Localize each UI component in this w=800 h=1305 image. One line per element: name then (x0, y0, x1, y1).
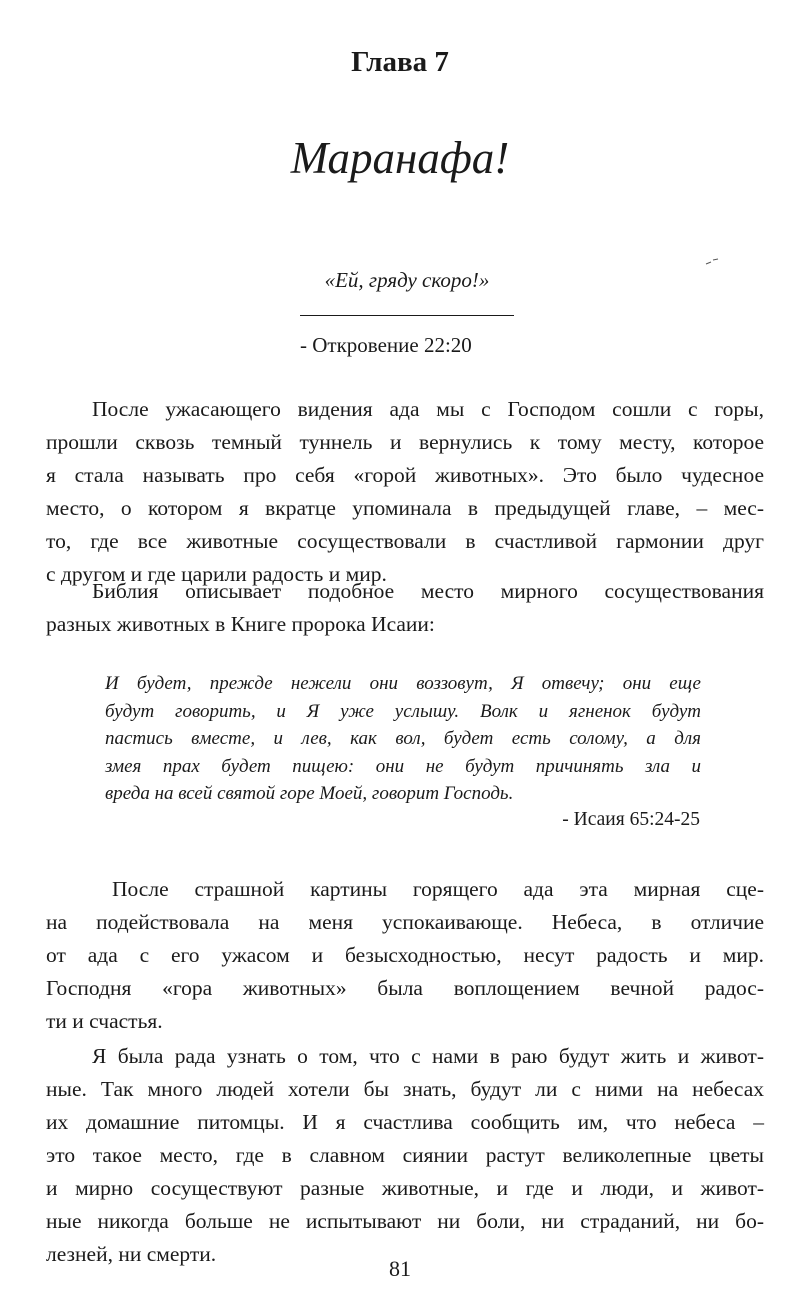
epigraph-source: - Откровение 22:20 (300, 333, 472, 357)
text-line: то, где все животные сосуществовали в счастливой гармонии друг (46, 529, 764, 553)
epigraph-divider (300, 315, 514, 316)
text-line: я стала называть про себя «горой животных». Это было чудесное (46, 463, 764, 487)
text-line: Господня «гора животных» была воплощением вечной радос- (46, 976, 764, 1000)
text-line: лезней, ни смерти. (46, 1242, 217, 1266)
text-line: Я была рада узнать о том, что с нами в раю будут жить и живот- (92, 1044, 764, 1068)
text-line: ти и счастья. (46, 1009, 163, 1033)
text-line: это такое место, где в славном сиянии растут великолепные цветы (46, 1143, 764, 1167)
epigraph-quote: «Ей, гряду скоро!» (324, 268, 490, 292)
scripture-quote (105, 670, 701, 808)
text-line: на подействовала на меня успокаивающе. Небеса, в отличие (46, 910, 764, 934)
quote-line: пастись вместе, и лев, как вол, будет есть солому, а для (105, 728, 701, 749)
paragraph-2 (46, 575, 764, 641)
text-line: ные никогда больше не испытывают ни боли, ни страданий, ни бо- (46, 1209, 764, 1233)
quote-line: будут говорить, и Я уже услышу. Волк и ягненок будут (105, 700, 701, 722)
text-line: ные. Так много людей хотели бы знать, будут ли с ними на небесах (46, 1077, 764, 1101)
paragraph-1 (46, 393, 764, 591)
epigraph (300, 265, 514, 360)
quote-line: змея прах будет пищею: они не будут причинять зла и (105, 755, 701, 777)
text-line: от ада с его ужасом и безысходностью, несут радость и мир. (46, 943, 764, 967)
chapter-title: Маранафа! (290, 133, 510, 183)
text-line: разных животных в Книге пророка Исаии: (46, 612, 435, 636)
text-line: место, о котором я вкратце упоминала в предыдущей главе, – мес- (46, 496, 764, 520)
text-line: их домашние питомцы. И я счастлива сообщить им, что небеса – (46, 1110, 764, 1134)
text-line: и мирно сосуществуют разные животные, и где и люди, и живот- (46, 1176, 764, 1200)
paragraph-3 (46, 873, 764, 1038)
text-line: Библия описывает подобное место мирного сосуществования (92, 579, 764, 603)
paragraph-4 (46, 1040, 764, 1271)
text-line: После ужасающего видения ада мы с Господом сошли с горы, (92, 397, 764, 421)
quote-line: вреда на всей святой горе Моей, говорит Господь. (105, 783, 514, 804)
text-line: После страшной картины горящего ада эта мирная сце- (112, 877, 764, 901)
page-number: 81 (389, 1256, 411, 1281)
text-line: прошли сквозь темный туннель и вернулись к тому месту, которое (46, 430, 764, 454)
quote-line: И будет, прежде нежели они воззовут, Я отвечу; они еще (105, 673, 701, 694)
text-line: с другом и где царили радость и мир. (46, 562, 387, 586)
chapter-label: Глава 7 (351, 46, 449, 78)
quote-source: - Исаия 65:24-25 (562, 809, 700, 830)
stray-ink-mark (705, 258, 719, 266)
